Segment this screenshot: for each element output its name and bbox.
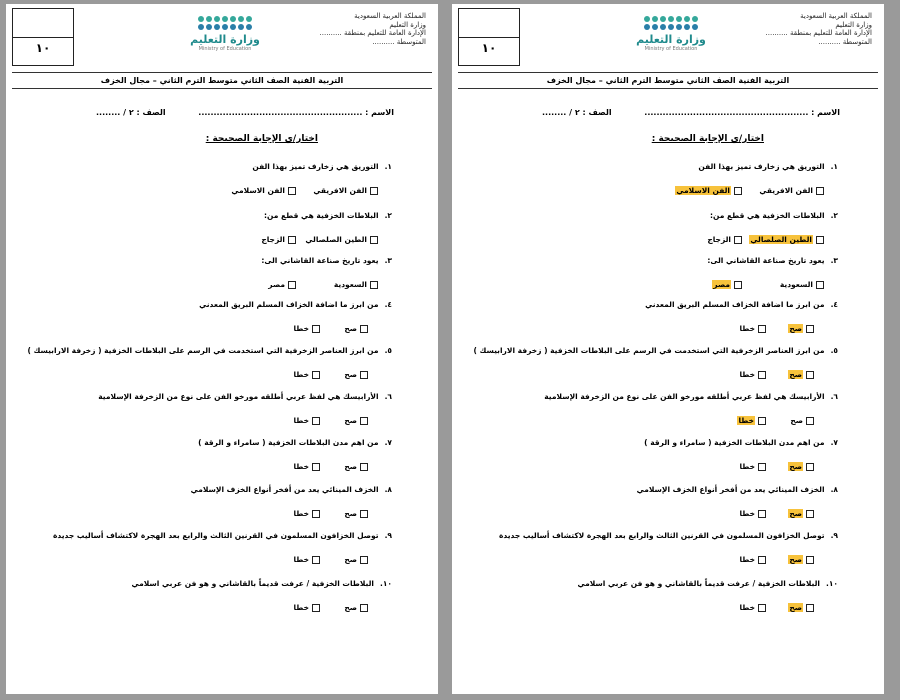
answer-option[interactable] [737, 416, 766, 425]
checkbox-icon[interactable] [806, 556, 814, 564]
question-text: من اهم مدن البلاطات الخزفية ( سامراء و الرقة ) [198, 438, 379, 447]
option-label: صح [344, 462, 357, 471]
question-text: الخزف المينائي يعد من أفخر أنواع الخزف الإسلامي [190, 485, 379, 494]
question-number: ٥. [384, 346, 392, 355]
answer-option[interactable] [293, 509, 320, 518]
option-label: السعودية [779, 280, 813, 289]
logo-name: وزارة التعليم [636, 33, 706, 46]
option-label: خطا [293, 462, 309, 471]
instruction-heading: اختار/ي الإجابة الصحيحة : [651, 134, 764, 144]
option-label: مصر [268, 280, 285, 289]
question-text: البلاطات الخزفية هي قطع من: [710, 211, 825, 220]
question-6 [98, 392, 392, 401]
answer-option[interactable] [712, 280, 742, 289]
question-6 [544, 392, 838, 401]
answer-option[interactable] [293, 462, 320, 471]
checkbox-icon[interactable] [816, 187, 824, 195]
option-label: صح [789, 370, 802, 379]
question-text: البلاطات الخزفية هي قطع من: [264, 211, 379, 220]
ministry-logo [630, 14, 712, 66]
question-1 [698, 162, 838, 171]
checkbox-icon[interactable] [288, 281, 296, 289]
worksheet-page-blank [6, 4, 438, 694]
logo-dots-icon [630, 16, 712, 22]
answer-option[interactable] [305, 235, 378, 244]
option-label: الزجاج [261, 235, 285, 244]
checkbox-icon[interactable] [312, 510, 320, 518]
worksheet-title: التربية الفنية الصف الثاني متوسط الترم الثاني – مجال الخزف [546, 76, 790, 85]
question-1 [252, 162, 392, 171]
answer-option[interactable] [344, 509, 368, 518]
answer-option[interactable] [788, 555, 814, 564]
option-label: خطا [293, 603, 309, 612]
header-line: الإدارة العامة للتعليم بمنطقة .......... [765, 29, 872, 37]
option-label: صح [789, 462, 802, 471]
question-number: ٨. [830, 485, 838, 494]
question-7 [198, 438, 392, 447]
question-number: ١. [830, 162, 838, 171]
answer-option[interactable] [788, 324, 814, 333]
question-10 [132, 579, 393, 588]
checkbox-icon[interactable] [806, 463, 814, 471]
option-label: صح [789, 603, 802, 612]
option-label: خطا [293, 324, 309, 333]
checkbox-icon[interactable] [288, 236, 296, 244]
question-4 [199, 300, 392, 309]
question-2 [710, 211, 838, 220]
answer-option[interactable] [344, 555, 368, 564]
checkbox-icon[interactable] [734, 236, 742, 244]
option-label: الفن الاسلامي [231, 186, 285, 195]
option-label: صح [344, 416, 357, 425]
header-line: وزارة التعليم [389, 20, 426, 29]
answer-option[interactable] [788, 603, 814, 612]
checkbox-icon[interactable] [360, 417, 368, 425]
worksheet-page-answered [452, 4, 884, 694]
logo-dots-icon [184, 24, 266, 30]
checkbox-icon[interactable] [312, 325, 320, 333]
answer-option[interactable] [231, 186, 296, 195]
option-label: مصر [713, 280, 730, 289]
checkbox-icon[interactable] [758, 463, 766, 471]
checkbox-icon[interactable] [288, 187, 296, 195]
question-5 [27, 346, 392, 355]
option-label: الزجاج [707, 235, 731, 244]
question-2 [264, 211, 392, 220]
question-text: يعود تاريخ صناعة القاشاني الى: [261, 256, 379, 265]
question-text: التوريق هي زخارف تميز بهذا الفن [698, 162, 825, 171]
question-number: ٨. [384, 485, 392, 494]
checkbox-icon[interactable] [758, 556, 766, 564]
answer-option[interactable] [293, 324, 320, 333]
option-label: السعودية [333, 280, 367, 289]
option-label: خطا [293, 509, 309, 518]
checkbox-icon[interactable] [312, 463, 320, 471]
answer-option[interactable] [739, 370, 766, 379]
instruction-heading: اختار/ي الإجابة الصحيحة : [205, 134, 318, 144]
checkbox-icon[interactable] [806, 510, 814, 518]
checkbox-icon[interactable] [806, 604, 814, 612]
checkbox-icon[interactable] [370, 281, 378, 289]
answer-option[interactable] [344, 324, 368, 333]
checkbox-icon[interactable] [734, 187, 742, 195]
answer-option[interactable] [739, 603, 766, 612]
option-label: الفن الافريقي [759, 186, 813, 195]
option-label: خطا [739, 462, 755, 471]
answer-option[interactable] [344, 462, 368, 471]
question-text: من ابرز ما اضافة الخزاف المسلم البريق المعدني [199, 300, 379, 309]
option-label: خطا [739, 509, 755, 518]
checkbox-icon[interactable] [758, 371, 766, 379]
header-line: الإدارة العامة للتعليم بمنطقة .......... [319, 29, 426, 37]
checkbox-icon[interactable] [758, 325, 766, 333]
checkbox-icon[interactable] [312, 371, 320, 379]
question-10 [578, 579, 839, 588]
option-label: صح [344, 555, 357, 564]
checkbox-icon[interactable] [360, 556, 368, 564]
option-label: خطا [739, 555, 755, 564]
option-label: الفن الافريقي [313, 186, 367, 195]
question-8 [191, 485, 392, 494]
question-number: ٦. [830, 392, 838, 401]
checkbox-icon[interactable] [758, 604, 766, 612]
question-number: ٩. [384, 531, 392, 540]
checkbox-icon[interactable] [806, 325, 814, 333]
checkbox-icon[interactable] [816, 236, 824, 244]
answer-option[interactable] [293, 370, 320, 379]
question-9 [53, 531, 392, 540]
answer-option[interactable] [739, 462, 766, 471]
question-7 [644, 438, 838, 447]
answer-option[interactable] [707, 235, 742, 244]
option-label: صح [789, 555, 802, 564]
answer-option[interactable] [739, 509, 766, 518]
divider [458, 72, 878, 73]
question-number: ٩. [830, 531, 838, 540]
question-text: الخزف المينائي يعد من أفخر أنواع الخزف الإسلامي [636, 485, 825, 494]
header-line: المملكة العربية السعودية [354, 12, 426, 20]
logo-subtitle: Ministry of Education [644, 46, 698, 52]
header-line: المتوسطة .......... [818, 37, 872, 46]
option-label: صح [344, 370, 357, 379]
checkbox-icon[interactable] [360, 510, 368, 518]
logo-dots-icon [184, 16, 266, 22]
question-number: ٥. [830, 346, 838, 355]
logo-dots-icon [630, 24, 712, 30]
checkbox-icon[interactable] [734, 281, 742, 289]
answer-option[interactable] [739, 324, 766, 333]
question-number: ١. [384, 162, 392, 171]
option-label: صح [789, 324, 802, 333]
divider [12, 72, 432, 73]
question-text: التوريق هي زخارف تميز بهذا الفن [252, 162, 379, 171]
option-label: خطا [739, 324, 755, 333]
question-number: ١٠. [379, 579, 392, 588]
answer-option[interactable] [268, 280, 296, 289]
checkbox-icon[interactable] [360, 463, 368, 471]
question-number: ١٠. [825, 579, 838, 588]
divider [458, 88, 878, 89]
checkbox-icon[interactable] [312, 556, 320, 564]
answer-option[interactable] [759, 186, 824, 195]
checkbox-icon[interactable] [360, 604, 368, 612]
option-label: خطا [293, 555, 309, 564]
question-3 [707, 256, 838, 265]
question-text: من اهم مدن البلاطات الخزفية ( سامراء و الرقة ) [644, 438, 825, 447]
checkbox-icon[interactable] [360, 371, 368, 379]
score-box [12, 8, 74, 66]
question-number: ٣. [384, 256, 392, 265]
option-label: خطا [293, 370, 309, 379]
option-label: الطين الصلصالي [305, 235, 367, 244]
score-value: ١٠ [481, 41, 497, 55]
answer-option[interactable] [261, 235, 296, 244]
question-8 [637, 485, 838, 494]
checkbox-icon[interactable] [370, 187, 378, 195]
question-9 [499, 531, 838, 540]
student-name-field: الاسم : ...................................................... [644, 108, 840, 117]
school-header [722, 12, 872, 46]
question-text: توصل الخزافون المسلمون في القرنين الثالث والرابع بعد الهجرة لاكتشاف أساليب جديدة [52, 531, 379, 540]
answer-option[interactable] [788, 370, 814, 379]
answer-option[interactable] [788, 462, 814, 471]
option-label: صح [344, 324, 357, 333]
answer-option[interactable] [293, 555, 320, 564]
question-number: ٣. [830, 256, 838, 265]
question-text: البلاطات الخزفية / عرفت قديماً بالقاشاني و هو فن عربي اسلامي [131, 579, 374, 588]
question-text: توصل الخزافون المسلمون في القرنين الثالث والرابع بعد الهجرة لاكتشاف أساليب جديدة [498, 531, 825, 540]
score-box [458, 8, 520, 66]
student-class-field: الصف : ٢ / ........ [542, 108, 612, 117]
checkbox-icon[interactable] [758, 417, 766, 425]
question-text: الأرابيسك هي لفظ عربي أطلقه مورخو الفن على نوع من الزخرفة الإسلامية [98, 392, 379, 401]
answer-option[interactable] [344, 416, 368, 425]
option-label: صح [790, 416, 803, 425]
question-text: يعود تاريخ صناعة القاشاني الى: [707, 256, 825, 265]
answer-option[interactable] [788, 509, 814, 518]
checkbox-icon[interactable] [370, 236, 378, 244]
checkbox-icon[interactable] [758, 510, 766, 518]
question-text: الأرابيسك هي لفظ عربي أطلقه مورخو الفن على نوع من الزخرفة الإسلامية [544, 392, 825, 401]
answer-option[interactable] [780, 280, 824, 289]
checkbox-icon[interactable] [312, 417, 320, 425]
header-line: المتوسطة .......... [372, 37, 426, 46]
answer-option[interactable] [749, 235, 824, 244]
option-label: صح [789, 509, 802, 518]
answer-option[interactable] [293, 603, 320, 612]
question-number: ٢. [830, 211, 838, 220]
answer-option[interactable] [334, 280, 378, 289]
question-number: ٧. [830, 438, 838, 447]
school-header [276, 12, 426, 46]
option-label: خطا [739, 370, 755, 379]
question-text: من ابرز العناصر الزخرفية التي استخدمت في الرسم على البلاطات الخزفية ( زخرفة الارابيسك ) [27, 346, 379, 355]
option-label: صح [344, 603, 357, 612]
question-number: ٤. [830, 300, 838, 309]
question-text: البلاطات الخزفية / عرفت قديماً بالقاشاني و هو فن عربي اسلامي [577, 579, 820, 588]
logo-name: وزارة التعليم [190, 33, 260, 46]
checkbox-icon[interactable] [360, 325, 368, 333]
checkbox-icon[interactable] [806, 371, 814, 379]
answer-option[interactable] [739, 555, 766, 564]
question-text: من ابرز ما اضافة الخزاف المسلم البريق المعدني [645, 300, 825, 309]
option-label: الطين الصلصالي [750, 235, 812, 244]
question-5 [473, 346, 838, 355]
option-label: خطا [739, 603, 755, 612]
question-number: ٢. [384, 211, 392, 220]
checkbox-icon[interactable] [312, 604, 320, 612]
checkbox-icon[interactable] [806, 417, 814, 425]
answer-option[interactable] [293, 416, 320, 425]
worksheet-title: التربية الفنية الصف الثاني متوسط الترم الثاني – مجال الخزف [100, 76, 344, 85]
header-line: وزارة التعليم [835, 20, 872, 29]
header-line: المملكة العربية السعودية [800, 12, 872, 20]
answer-option[interactable] [790, 416, 814, 425]
option-label: صح [344, 509, 357, 518]
answer-option[interactable] [675, 186, 742, 195]
ministry-logo [184, 14, 266, 66]
student-name-field: الاسم : ...................................................... [198, 108, 394, 117]
student-class-field: الصف : ٢ / ........ [96, 108, 166, 117]
answer-option[interactable] [344, 603, 368, 612]
answer-option[interactable] [344, 370, 368, 379]
option-label: خطا [293, 416, 309, 425]
option-label: خطا [738, 416, 754, 425]
answer-option[interactable] [313, 186, 378, 195]
question-3 [261, 256, 392, 265]
question-text: من ابرز العناصر الزخرفية التي استخدمت في الرسم على البلاطات الخزفية ( زخرفة الارابيسك ) [473, 346, 825, 355]
divider [12, 88, 432, 89]
question-number: ٤. [384, 300, 392, 309]
question-4 [645, 300, 838, 309]
score-value: ١٠ [35, 41, 51, 55]
logo-subtitle: Ministry of Education [198, 46, 252, 52]
option-label: الفن الاسلامي [676, 186, 730, 195]
checkbox-icon[interactable] [816, 281, 824, 289]
question-number: ٦. [384, 392, 392, 401]
question-number: ٧. [384, 438, 392, 447]
